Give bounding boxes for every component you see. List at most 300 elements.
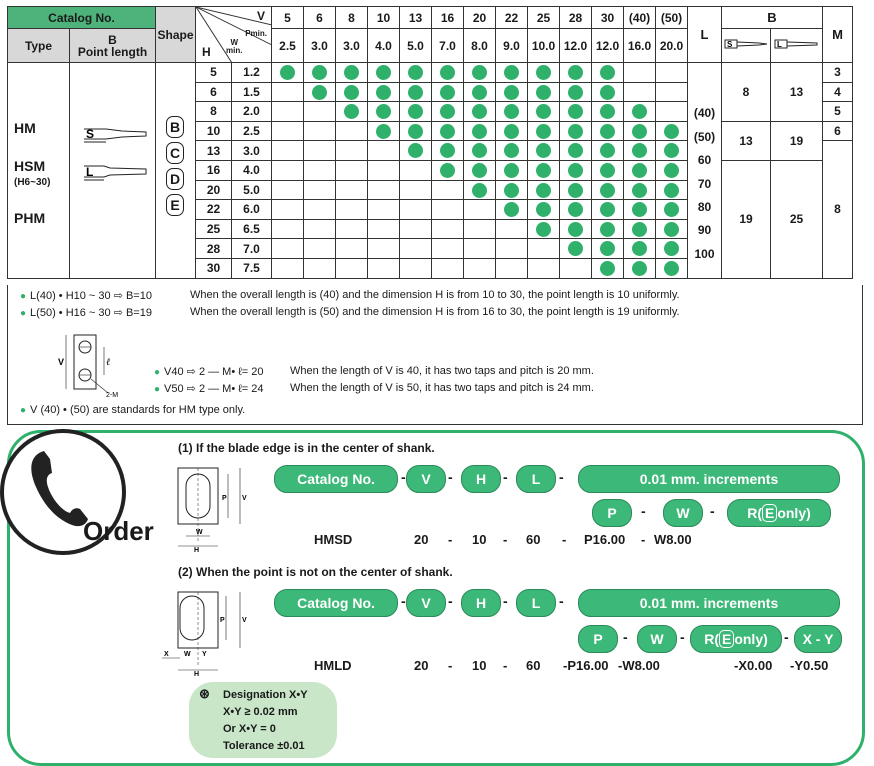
dash: - [559, 469, 564, 485]
availability-cell [624, 121, 656, 141]
diag1-p-label: P [222, 495, 227, 502]
b-l-value: 13 [771, 63, 823, 122]
availability-cell [560, 219, 592, 239]
available-dot-icon [600, 202, 615, 217]
diagram-2m-label: 2-M [106, 392, 119, 399]
availability-cell [464, 239, 496, 259]
availability-cell [336, 258, 368, 278]
available-dot-icon [376, 65, 391, 80]
row-w-value: 7.5 [232, 258, 272, 278]
availability-cell [656, 102, 688, 122]
dash: - [503, 593, 508, 609]
availability-cell [400, 63, 432, 83]
available-dot-icon [472, 143, 487, 158]
bullet-icon: ● [20, 291, 27, 302]
l-value: 90 [697, 223, 712, 238]
pill-l-1: L [516, 465, 556, 493]
available-dot-icon [536, 222, 551, 237]
availability-cell [304, 160, 336, 180]
availability-cell [656, 121, 688, 141]
available-dot-icon [504, 183, 519, 198]
type-hsm-range: (H6~30) [14, 177, 51, 188]
available-dot-icon [632, 241, 647, 256]
availability-cell [560, 239, 592, 259]
availability-cell [336, 82, 368, 102]
h-label: H [202, 45, 211, 59]
pill-l-2: L [516, 589, 556, 617]
availability-cell [560, 180, 592, 200]
p-col-10: 12.0 [592, 29, 624, 63]
availability-cell [304, 63, 336, 83]
availability-cell [592, 160, 624, 180]
available-dot-icon [440, 85, 455, 100]
available-dot-icon [408, 124, 423, 139]
available-dot-icon [568, 241, 583, 256]
availability-cell [336, 200, 368, 220]
v-col-4: 13 [400, 7, 432, 29]
m-value: 4 [823, 82, 853, 102]
availability-cell [592, 102, 624, 122]
availability-cell [272, 102, 304, 122]
availability-cell [400, 82, 432, 102]
available-dot-icon [568, 183, 583, 198]
asterisk-icon: ⊛ [199, 686, 210, 701]
shape-c: C [166, 142, 184, 164]
note-3 [154, 365, 594, 378]
pill-v-2: V [406, 589, 446, 617]
availability-cell [336, 63, 368, 83]
availability-cell [592, 141, 624, 161]
v-col-8: 25 [528, 7, 560, 29]
note-5 [20, 404, 245, 416]
type-header: Type [8, 29, 70, 63]
availability-cell [656, 160, 688, 180]
availability-cell [432, 102, 464, 122]
availability-cell [560, 82, 592, 102]
availability-cell [624, 239, 656, 259]
b-s-value: 8 [722, 63, 771, 122]
availability-cell [464, 160, 496, 180]
l-value: 70 [697, 176, 712, 191]
example-1-l: 60 [526, 532, 541, 547]
available-dot-icon [440, 104, 455, 119]
availability-cell [496, 219, 528, 239]
note-line-2: Or X•Y = 0 [223, 723, 276, 735]
availability-cell [656, 63, 688, 83]
diag1-w-label: W [196, 529, 203, 536]
available-dot-icon [312, 65, 327, 80]
v-label: V [256, 9, 265, 23]
availability-cell [528, 239, 560, 259]
row-h-value: 28 [196, 239, 232, 259]
l-value: 60 [697, 153, 712, 168]
available-dot-icon [472, 104, 487, 119]
b-s-value: 19 [722, 160, 771, 278]
availability-cell [464, 258, 496, 278]
available-dot-icon [376, 85, 391, 100]
tap-diagram [48, 327, 128, 399]
available-dot-icon [408, 143, 423, 158]
note-3-text: When the length of V is 40, it has two taps and pitch is 20 mm. [290, 365, 594, 377]
type-phm: PHM [14, 210, 46, 226]
note-1-rule: L(40) • H10 ~ 30 ⇨ B=10 [30, 290, 152, 302]
p-col-11: 16.0 [624, 29, 656, 63]
row-w-value: 6.5 [232, 219, 272, 239]
availability-cell [336, 141, 368, 161]
availability-cell [432, 239, 464, 259]
example-2-y: -Y0.50 [790, 658, 829, 673]
available-dot-icon [600, 65, 615, 80]
diag2-h-label: H [194, 671, 200, 678]
availability-cell [560, 63, 592, 83]
available-dot-icon [632, 104, 647, 119]
available-dot-icon [408, 85, 423, 100]
availability-cell [432, 82, 464, 102]
availability-cell [528, 82, 560, 102]
available-dot-icon [504, 143, 519, 158]
m-value: 8 [823, 141, 853, 278]
availability-cell [560, 121, 592, 141]
available-dot-icon [440, 163, 455, 178]
available-dot-icon [440, 124, 455, 139]
available-dot-icon [472, 65, 487, 80]
availability-cell [656, 141, 688, 161]
availability-cell [656, 219, 688, 239]
m-value: 6 [823, 121, 853, 141]
availability-cell [400, 141, 432, 161]
availability-cell [624, 258, 656, 278]
availability-cell [528, 63, 560, 83]
pill-catalog-no-1: Catalog No. [274, 465, 398, 493]
b-l-letter: L [776, 40, 782, 49]
order-title: Order [83, 516, 154, 546]
b-header: B [722, 7, 823, 29]
availability-cell [528, 102, 560, 122]
availability-cell [592, 219, 624, 239]
availability-cell [496, 63, 528, 83]
availability-cell [624, 102, 656, 122]
example-2-w: -W8.00 [618, 658, 660, 673]
available-dot-icon [312, 85, 327, 100]
pill-r-e-only-1 [727, 499, 831, 527]
availability-cell [592, 200, 624, 220]
available-dot-icon [568, 65, 583, 80]
availability-cell [368, 200, 400, 220]
row-h-value: 10 [196, 121, 232, 141]
pill-r-e: E [762, 504, 777, 522]
available-dot-icon [536, 202, 551, 217]
row-w-value: 7.0 [232, 239, 272, 259]
available-dot-icon [536, 85, 551, 100]
w-min-label: W min. [226, 38, 243, 55]
example-2-l: 60 [526, 658, 541, 673]
availability-cell [304, 219, 336, 239]
availability-cell [624, 219, 656, 239]
availability-cell [304, 141, 336, 161]
dash: - [448, 658, 453, 673]
diag1-h-label: H [194, 547, 200, 554]
note-line-3: Tolerance ±0.01 [223, 740, 305, 752]
row-h-value: 8 [196, 102, 232, 122]
availability-cell [336, 121, 368, 141]
l-values-cell [688, 63, 722, 279]
availability-cell [368, 63, 400, 83]
availability-cell [464, 219, 496, 239]
row-h-value: 22 [196, 200, 232, 220]
available-dot-icon [536, 183, 551, 198]
diag2-y-label: Y [202, 651, 207, 658]
row-w-value: 5.0 [232, 180, 272, 200]
available-dot-icon [600, 241, 615, 256]
available-dot-icon [664, 143, 679, 158]
availability-cell [368, 121, 400, 141]
available-dot-icon [632, 261, 647, 276]
v-col-0: 5 [272, 7, 304, 29]
available-dot-icon [568, 163, 583, 178]
availability-cell [272, 141, 304, 161]
available-dot-icon [472, 85, 487, 100]
availability-cell [528, 180, 560, 200]
available-dot-icon [568, 143, 583, 158]
diag2-w-label: W [184, 651, 191, 658]
available-dot-icon [568, 222, 583, 237]
note-4 [154, 382, 594, 395]
availability-cell [368, 141, 400, 161]
example-1-h: 10 [472, 532, 487, 547]
m-header: M [823, 7, 853, 63]
availability-cell [560, 160, 592, 180]
l-header: L [688, 7, 722, 63]
available-dot-icon [568, 202, 583, 217]
table-row [8, 63, 853, 83]
availability-cell [304, 82, 336, 102]
note-5-text: V (40) • (50) are standards for HM type only. [30, 404, 246, 416]
pill-p-1: P [592, 499, 632, 527]
availability-cell [496, 160, 528, 180]
bullet-icon: ● [20, 405, 27, 416]
available-dot-icon [344, 104, 359, 119]
available-dot-icon [664, 183, 679, 198]
dash: - [641, 532, 646, 547]
pill-r-e: E [719, 630, 734, 648]
availability-cell [272, 200, 304, 220]
availability-cell [656, 258, 688, 278]
availability-cell [496, 82, 528, 102]
v-col-11: (40) [624, 7, 656, 29]
note-title: Designation X•Y [223, 689, 308, 701]
example-1-w: W8.00 [654, 532, 692, 547]
dash: - [503, 469, 508, 485]
row-h-value: 13 [196, 141, 232, 161]
row-w-value: 2.5 [232, 121, 272, 141]
dash: - [448, 469, 453, 485]
availability-cell [464, 200, 496, 220]
availability-cell [496, 141, 528, 161]
v-col-12: (50) [656, 7, 688, 29]
available-dot-icon [632, 163, 647, 178]
dash: - [503, 658, 508, 673]
row-w-value: 3.0 [232, 141, 272, 161]
availability-cell [496, 180, 528, 200]
available-dot-icon [664, 241, 679, 256]
pill-r-e-only-2 [690, 625, 782, 653]
order-diagram-2 [160, 586, 252, 678]
availability-cell [432, 141, 464, 161]
p-col-0: 2.5 [272, 29, 304, 63]
dash: - [559, 593, 564, 609]
v-col-1: 6 [304, 7, 336, 29]
availability-cell [304, 258, 336, 278]
availability-cell [400, 239, 432, 259]
availability-cell [624, 180, 656, 200]
v-col-2: 8 [336, 7, 368, 29]
available-dot-icon [472, 163, 487, 178]
example-2-cat: HMLD [314, 658, 352, 673]
b-l-value: 25 [771, 160, 823, 278]
availability-cell [304, 102, 336, 122]
bullet-icon: ● [20, 308, 27, 319]
l-value: 100 [694, 246, 715, 261]
availability-cell [496, 102, 528, 122]
available-dot-icon [568, 104, 583, 119]
available-dot-icon [536, 163, 551, 178]
available-dot-icon [504, 104, 519, 119]
available-dot-icon [472, 183, 487, 198]
shape-e: E [166, 194, 184, 216]
dash: - [448, 532, 453, 547]
note-1 [20, 289, 680, 302]
available-dot-icon [280, 65, 295, 80]
availability-cell [592, 82, 624, 102]
diagram-v-label: V [58, 357, 65, 367]
available-dot-icon [600, 143, 615, 158]
note-4-text: When the length of V is 50, it has two taps and pitch is 24 mm. [290, 382, 594, 394]
available-dot-icon [440, 143, 455, 158]
l-value: (40) [693, 106, 716, 121]
availability-cell [432, 200, 464, 220]
pill-increments-1: 0.01 mm. increments [578, 465, 840, 493]
row-h-value: 5 [196, 63, 232, 83]
availability-cell [432, 258, 464, 278]
row-h-value: 16 [196, 160, 232, 180]
available-dot-icon [600, 124, 615, 139]
availability-cell [272, 239, 304, 259]
bullet-icon: ● [154, 384, 161, 395]
availability-cell [432, 121, 464, 141]
available-dot-icon [568, 85, 583, 100]
pill-increments-2: 0.01 mm. increments [578, 589, 840, 617]
available-dot-icon [664, 124, 679, 139]
availability-cell [400, 180, 432, 200]
availability-cell [272, 160, 304, 180]
available-dot-icon [376, 104, 391, 119]
row-h-value: 20 [196, 180, 232, 200]
available-dot-icon [536, 124, 551, 139]
available-dot-icon [632, 124, 647, 139]
availability-cell [464, 82, 496, 102]
example-1-v: 20 [414, 532, 429, 547]
p-col-2: 3.0 [336, 29, 368, 63]
pill-r-post: only) [777, 505, 811, 521]
availability-cell [624, 63, 656, 83]
availability-cell [400, 160, 432, 180]
available-dot-icon [536, 143, 551, 158]
row-w-value: 6.0 [232, 200, 272, 220]
available-dot-icon [536, 65, 551, 80]
availability-cell [304, 200, 336, 220]
availability-cell [368, 258, 400, 278]
row-w-value: 1.5 [232, 82, 272, 102]
availability-cell [592, 258, 624, 278]
p-col-5: 7.0 [432, 29, 464, 63]
availability-cell [304, 239, 336, 259]
l-value: (50) [693, 129, 716, 144]
availability-cell [592, 121, 624, 141]
availability-cell [432, 180, 464, 200]
available-dot-icon [632, 183, 647, 198]
available-dot-icon [664, 222, 679, 237]
type-hsm: HSM [14, 158, 46, 174]
note-2-rule: L(50) • H16 ~ 30 ⇨ B=19 [30, 307, 152, 319]
example-1-p: P16.00 [584, 532, 626, 547]
availability-cell [496, 200, 528, 220]
availability-cell [368, 219, 400, 239]
diag1-v-label: V [242, 495, 247, 502]
availability-cell [560, 258, 592, 278]
diag2-x-label: X [164, 651, 169, 658]
note-1-text: When the overall length is (40) and the dimension H is from 10 to 30, the point length is 10 uniformly. [190, 289, 680, 301]
availability-cell [400, 102, 432, 122]
availability-cell [624, 141, 656, 161]
example-2-p: -P16.00 [563, 658, 609, 673]
availability-cell [336, 102, 368, 122]
available-dot-icon [600, 261, 615, 276]
point-s-icon [723, 37, 769, 51]
vh-corner-header [196, 7, 272, 63]
availability-cell [560, 102, 592, 122]
pill-r-pre: R( [747, 505, 762, 521]
p-col-7: 9.0 [496, 29, 528, 63]
v-col-6: 20 [464, 7, 496, 29]
row-h-value: 6 [196, 82, 232, 102]
availability-cell [368, 102, 400, 122]
available-dot-icon [568, 124, 583, 139]
pill-h-1: H [461, 465, 501, 493]
point-l-label: L [86, 165, 94, 179]
b-s-subheader [722, 29, 771, 63]
availability-cell [656, 239, 688, 259]
availability-cell [656, 82, 688, 102]
availability-cell [272, 180, 304, 200]
order-diagram-1 [166, 462, 252, 554]
order-sec2-title: (2) When the point is not on the center of shank. [178, 565, 453, 579]
availability-cell [624, 200, 656, 220]
availability-cell [368, 160, 400, 180]
available-dot-icon [504, 124, 519, 139]
row-w-value: 4.0 [232, 160, 272, 180]
pill-v-1: V [406, 465, 446, 493]
v-col-3: 10 [368, 7, 400, 29]
available-dot-icon [632, 202, 647, 217]
shape-b: B [166, 116, 184, 138]
order-sec1-title: (1) If the blade edge is in the center of shank. [178, 441, 435, 455]
pill-w-2: W [637, 625, 677, 653]
shape-d: D [166, 168, 184, 190]
dash: - [503, 532, 508, 547]
availability-cell [528, 160, 560, 180]
available-dot-icon [632, 143, 647, 158]
bullet-icon: ● [154, 367, 161, 378]
